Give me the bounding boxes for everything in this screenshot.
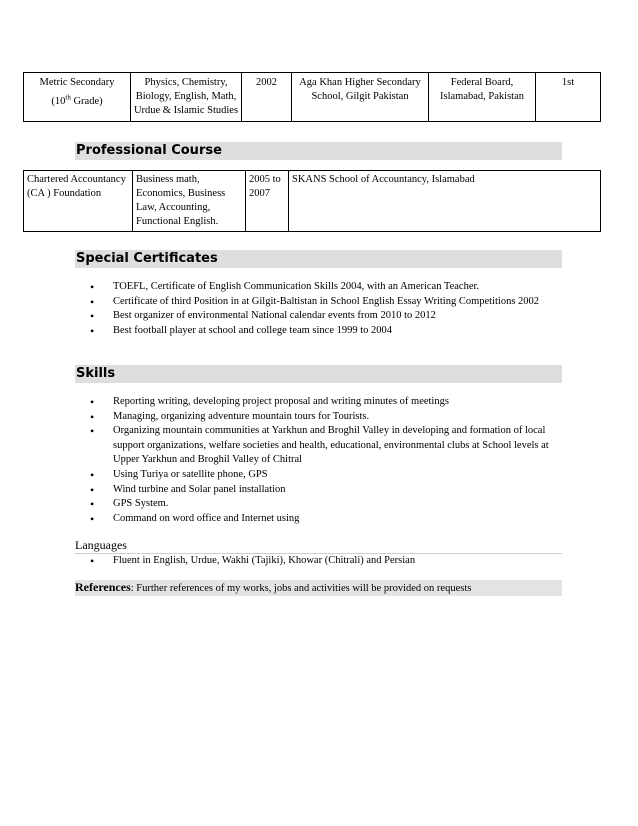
list-item: • Fluent in English, Urdue, Wakhi (Tajiki), Khowar (Chitrali) and Persian (75, 554, 565, 569)
list-item: • GPS System. (75, 497, 565, 512)
professional-course-heading: Professional Course (75, 142, 562, 160)
references-text: : Further references of my works, jobs and activities will be provided on requests (130, 583, 472, 594)
list-item: • Wind turbine and Solar panel installation (75, 483, 565, 498)
list-item: • Certificate of third Position in at Gilgit-Baltistan in School English Essay Writing Competitions 2002 (75, 295, 565, 310)
course-subjects: Business math, Economics, Business Law, Accounting, Functional English. (133, 171, 246, 232)
references-line (75, 580, 562, 596)
course-year: 2005 to 2007 (246, 171, 289, 232)
list-item: • TOEFL, Certificate of English Communication Skills 2004, with an American Teacher. (75, 280, 565, 295)
special-certificates-heading: Special Certificates (75, 250, 562, 268)
course-name: Chartered Accountancy (CA ) Foundation (24, 171, 133, 232)
list-item: • Best organizer of environmental National calendar events from 2010 to 2012 (75, 309, 565, 324)
list-item: • Best football player at school and college team since 1999 to 2004 (75, 324, 565, 339)
list-item: • Reporting writing, developing project proposal and writing minutes of meetings (75, 395, 565, 410)
skills-list (75, 395, 565, 526)
table-row (24, 73, 601, 122)
references-label: References (75, 580, 131, 594)
education-level-cell (24, 73, 131, 122)
course-institute: SKANS School of Accountancy, Islamabad (289, 171, 601, 232)
list-item: • Command on word office and Internet using (75, 512, 565, 527)
certificates-list (75, 280, 565, 338)
professional-course-table (23, 170, 601, 232)
education-board: Federal Board, Islamabad, Pakistan (429, 73, 536, 122)
languages-list (75, 554, 565, 569)
education-year: 2002 (242, 73, 292, 122)
education-grade: (10th Grade) (51, 93, 103, 107)
education-position: 1st (536, 73, 601, 122)
education-level: Metric Secondary (39, 77, 115, 88)
skills-heading: Skills (75, 365, 562, 383)
education-institute: Aga Khan Higher Secondary School, Gilgit Pakistan (292, 73, 429, 122)
languages-heading: Languages (75, 538, 562, 554)
education-subjects: Physics, Chemistry, Biology, English, Math, Urdue & Islamic Studies (131, 73, 242, 122)
list-item: • Managing, organizing adventure mountain tours for Tourists. (75, 410, 565, 425)
list-item: • Using Turiya or satellite phone, GPS (75, 468, 565, 483)
table-row (24, 171, 601, 232)
education-table (23, 72, 601, 122)
list-item: • Organizing mountain communities at Yarkhun and Broghil Valley in developing and formation of local support organizations, welfare societies and health, educational, environmental clubs at School levels at Upper Yarkhun and Broghil Valley of Chitral (75, 424, 565, 468)
